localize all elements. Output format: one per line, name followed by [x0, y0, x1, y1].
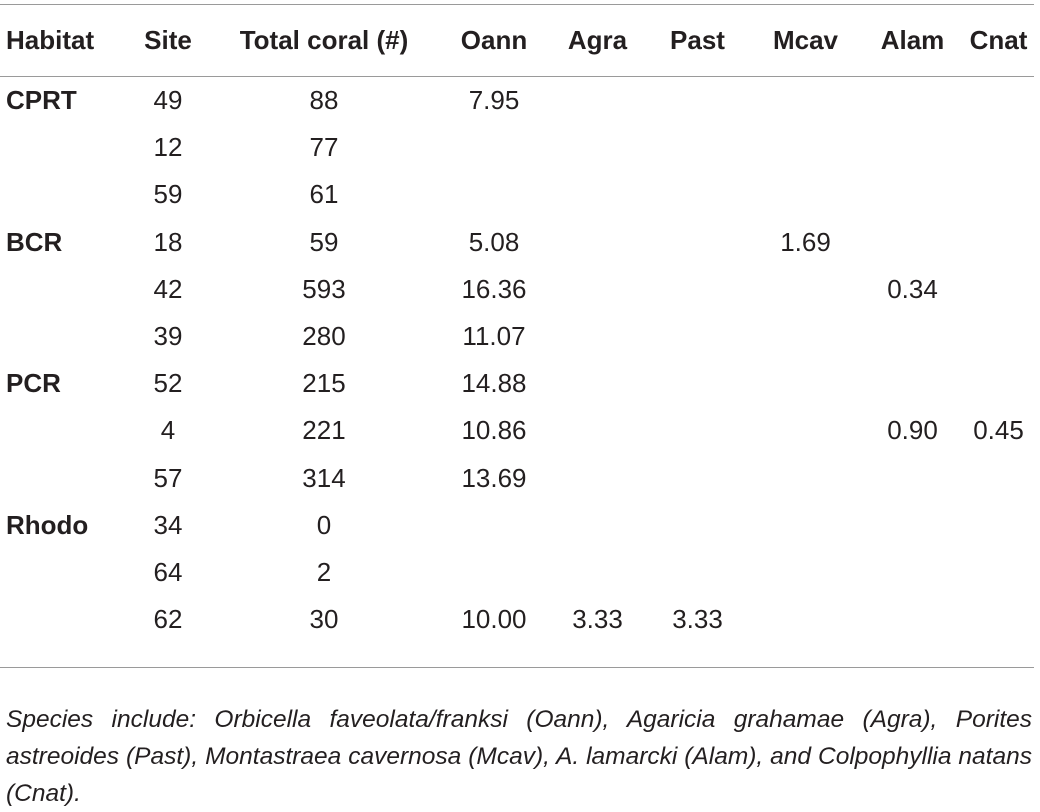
cell-mcav — [749, 171, 862, 218]
cell-agra — [549, 76, 646, 124]
cell-mcav — [749, 76, 862, 124]
cell-total-coral: 30 — [309, 604, 339, 635]
cell-alam: 0.34 — [887, 273, 938, 304]
cell-oann: 10.00 — [461, 604, 527, 635]
cell-past — [646, 171, 749, 218]
cell-oann: 11.07 — [462, 321, 526, 352]
coral-species-table — [0, 5, 1034, 643]
cell-mcav — [749, 360, 862, 407]
table-row — [0, 596, 1034, 643]
cell-cnat: 0.45 — [973, 415, 1024, 446]
cell-agra — [549, 407, 646, 454]
cell-total-coral: 215 — [302, 368, 346, 399]
cell-habitat — [0, 124, 127, 171]
cell-oann: 10.86 — [461, 415, 527, 446]
cell-cnat — [963, 360, 1034, 407]
cell-past — [646, 266, 749, 313]
table-header-row — [0, 5, 1034, 76]
cell-alam — [862, 596, 963, 643]
header-alam: Alam — [880, 25, 945, 55]
cell-habitat — [0, 407, 127, 454]
header-oann: Oann — [460, 25, 528, 55]
cell-alam: 0.90 — [887, 415, 938, 446]
cell-total-coral: 2 — [316, 556, 332, 587]
cell-past — [646, 219, 749, 266]
cell-mcav — [749, 313, 862, 360]
cell-alam — [862, 124, 963, 171]
cell-habitat: CPRT — [6, 85, 77, 116]
header-agra: Agra — [567, 25, 628, 55]
cell-cnat — [963, 455, 1034, 502]
cell-site: 59 — [153, 179, 183, 210]
table-row — [0, 360, 1034, 407]
cell-cnat — [963, 549, 1034, 596]
cell-mcav — [749, 407, 862, 454]
cell-alam — [862, 549, 963, 596]
cell-cnat — [963, 313, 1034, 360]
cell-habitat — [0, 455, 127, 502]
cell-habitat — [0, 596, 127, 643]
cell-oann — [439, 171, 549, 218]
cell-mcav — [749, 455, 862, 502]
cell-total-coral: 61 — [309, 179, 339, 210]
cell-alam — [862, 76, 963, 124]
cell-habitat — [0, 266, 127, 313]
cell-total-coral: 593 — [302, 273, 346, 304]
table-row — [0, 219, 1034, 266]
cell-total-coral: 221 — [302, 415, 346, 446]
cell-agra — [549, 171, 646, 218]
cell-cnat — [963, 502, 1034, 549]
cell-cnat — [963, 219, 1034, 266]
cell-cnat — [963, 596, 1034, 643]
cell-habitat: PCR — [6, 368, 61, 399]
cell-oann — [439, 549, 549, 596]
cell-past: 3.33 — [672, 604, 723, 635]
cell-total-coral: 88 — [309, 85, 339, 116]
cell-oann: 16.36 — [461, 273, 527, 304]
table-row — [0, 549, 1034, 596]
cell-mcav — [749, 124, 862, 171]
cell-site: 4 — [160, 415, 176, 446]
cell-oann: 7.95 — [468, 85, 520, 116]
table-bottom-rule — [0, 667, 1034, 668]
cell-past — [646, 502, 749, 549]
cell-alam — [862, 455, 963, 502]
cell-site: 39 — [153, 321, 183, 352]
cell-past — [646, 455, 749, 502]
cell-cnat — [963, 171, 1034, 218]
cell-agra: 3.33 — [572, 604, 623, 635]
cell-agra — [549, 360, 646, 407]
cell-oann — [439, 124, 549, 171]
cell-alam — [862, 502, 963, 549]
cell-oann: 5.08 — [468, 226, 520, 257]
cell-agra — [549, 266, 646, 313]
cell-mcav: 1.69 — [780, 226, 831, 257]
cell-cnat — [963, 76, 1034, 124]
table-row — [0, 313, 1034, 360]
cell-agra — [549, 313, 646, 360]
table-row — [0, 455, 1034, 502]
cell-alam — [862, 360, 963, 407]
table-row — [0, 266, 1034, 313]
header-habitat: Habitat — [6, 25, 95, 55]
cell-mcav — [749, 549, 862, 596]
header-total-coral: Total coral (#) — [239, 25, 409, 55]
cell-habitat — [0, 171, 127, 218]
cell-site: 64 — [153, 556, 183, 587]
cell-past — [646, 313, 749, 360]
table-row — [0, 76, 1034, 124]
cell-oann — [439, 502, 549, 549]
cell-mcav — [749, 502, 862, 549]
cell-oann: 14.88 — [461, 368, 527, 399]
cell-oann: 13.69 — [461, 462, 527, 493]
cell-agra — [549, 124, 646, 171]
cell-cnat — [963, 124, 1034, 171]
cell-mcav — [749, 266, 862, 313]
cell-alam — [862, 171, 963, 218]
cell-habitat: Rhodo — [6, 509, 89, 540]
cell-site: 34 — [153, 509, 183, 540]
header-cnat: Cnat — [969, 25, 1028, 55]
cell-past — [646, 549, 749, 596]
cell-site: 49 — [153, 85, 183, 116]
cell-habitat: BCR — [6, 226, 63, 257]
cell-habitat — [0, 549, 127, 596]
cell-habitat — [0, 313, 127, 360]
cell-agra — [549, 455, 646, 502]
cell-total-coral: 77 — [309, 132, 339, 163]
table-footnote: Species include: Orbicella faveolata/franksi (Oann), Agaricia grahamae (Agra), Porites astreoides (Past), Montastraea cavernosa (Mcav), A. lamarcki (Alam), and Colpophyllia natans (Cnat). — [6, 705, 1032, 807]
cell-total-coral: 280 — [302, 321, 346, 352]
cell-site: 62 — [153, 604, 183, 635]
cell-total-coral: 314 — [302, 462, 346, 493]
cell-site: 57 — [153, 462, 183, 493]
cell-cnat — [963, 266, 1034, 313]
cell-site: 52 — [153, 368, 183, 399]
cell-past — [646, 76, 749, 124]
header-past: Past — [670, 25, 725, 55]
cell-past — [646, 360, 749, 407]
cell-total-coral: 0 — [316, 509, 332, 540]
header-mcav: Mcav — [772, 25, 839, 55]
table-row — [0, 407, 1034, 454]
cell-past — [646, 407, 749, 454]
table-row — [0, 171, 1034, 218]
cell-agra — [549, 219, 646, 266]
cell-site: 12 — [153, 132, 183, 163]
cell-agra — [549, 502, 646, 549]
cell-mcav — [749, 596, 862, 643]
cell-site: 18 — [153, 226, 183, 257]
table-row — [0, 124, 1034, 171]
cell-past — [646, 124, 749, 171]
header-site: Site — [144, 25, 192, 55]
cell-site: 42 — [153, 273, 183, 304]
cell-alam — [862, 219, 963, 266]
table-row — [0, 502, 1034, 549]
cell-total-coral: 59 — [309, 226, 339, 257]
cell-alam — [862, 313, 963, 360]
cell-agra — [549, 549, 646, 596]
